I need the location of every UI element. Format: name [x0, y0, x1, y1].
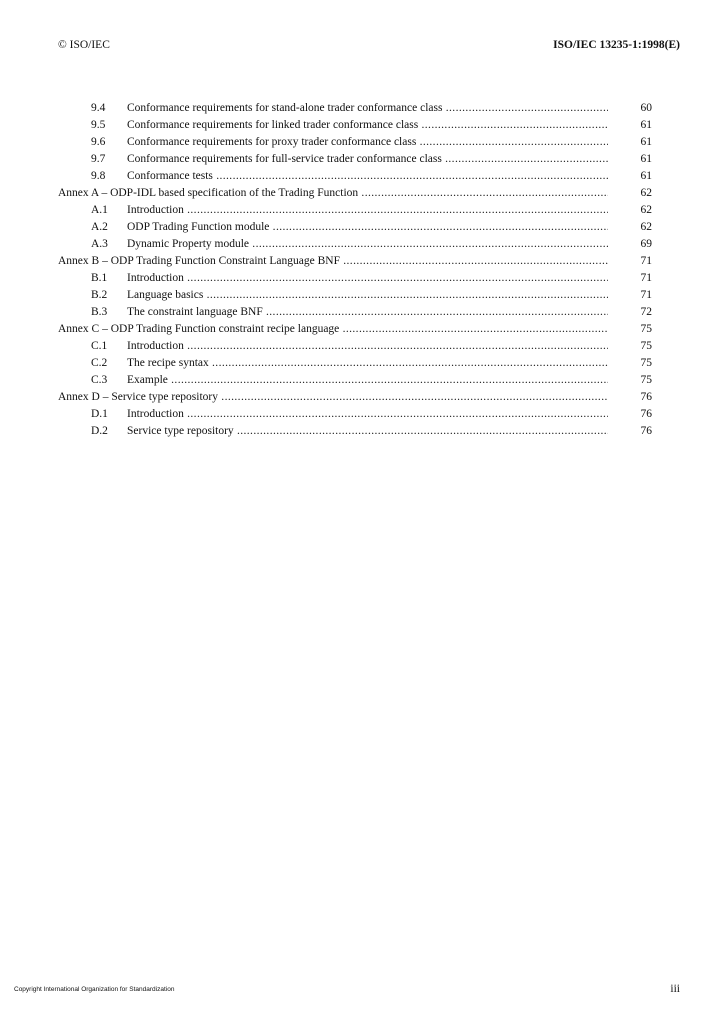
toc-entry-page: 72	[640, 306, 652, 318]
toc-entry-page: 71	[640, 289, 652, 301]
toc-entry[interactable]	[58, 219, 654, 236]
toc-entry[interactable]	[58, 287, 654, 304]
toc-entry-title	[58, 185, 608, 202]
toc-entry-page: 61	[640, 170, 652, 182]
toc-entry-title-text: The constraint language BNF	[127, 306, 263, 318]
toc-entry[interactable]	[58, 406, 654, 423]
toc-entry-title-text: ODP Trading Function module	[127, 221, 270, 233]
toc-entry-page: 71	[640, 255, 652, 267]
table-of-contents	[58, 100, 654, 440]
toc-entry-page: 75	[640, 340, 652, 352]
toc-entry[interactable]	[58, 355, 654, 372]
toc-entry-number: C.1	[91, 340, 108, 352]
toc-entry-title	[127, 423, 608, 440]
toc-entry[interactable]	[58, 134, 654, 151]
toc-entry-number: B.2	[91, 289, 108, 301]
toc-entry-title-text: Example	[127, 374, 168, 386]
toc-entry-number: B.3	[91, 306, 108, 318]
toc-entry-page: 61	[640, 136, 652, 148]
toc-annex-entry[interactable]	[58, 321, 654, 338]
toc-entry[interactable]	[58, 117, 654, 134]
toc-annex-entry[interactable]	[58, 253, 654, 270]
toc-entry-number: C.3	[91, 374, 108, 386]
toc-annex-entry[interactable]	[58, 389, 654, 406]
footer-copyright: Copyright International Organization for Standardization	[14, 986, 175, 993]
header-document-id: ISO/IEC 13235-1:1998(E)	[553, 39, 680, 51]
toc-entry-page: 75	[640, 374, 652, 386]
footer-page-number: iii	[670, 983, 680, 995]
toc-entry-title	[58, 253, 608, 270]
toc-entry-title-text: Annex A – ODP-IDL based specification of the Trading Function	[58, 187, 359, 199]
toc-entry-number: A.3	[91, 238, 108, 250]
toc-annex-entry[interactable]	[58, 185, 654, 202]
toc-entry-page: 69	[640, 238, 652, 250]
toc-entry-number: 9.5	[91, 119, 106, 131]
toc-entry-title-text: Introduction	[127, 408, 184, 420]
toc-entry-title	[127, 100, 608, 117]
toc-entry[interactable]	[58, 423, 654, 440]
toc-entry-title-text: Introduction	[127, 340, 184, 352]
toc-entry-title-text: The recipe syntax	[127, 357, 209, 369]
toc-entry-number: D.2	[91, 425, 108, 437]
toc-entry-title-text: Conformance tests	[127, 170, 213, 182]
toc-entry[interactable]	[58, 270, 654, 287]
toc-entry-number: 9.6	[91, 136, 106, 148]
toc-entry-title	[58, 321, 608, 338]
toc-entry-number: B.1	[91, 272, 108, 284]
toc-entry-title-text: Conformance requirements for full-service trader conformance class	[127, 153, 442, 165]
toc-entry-number: D.1	[91, 408, 108, 420]
toc-entry-title	[127, 355, 608, 372]
toc-entry-page: 76	[640, 391, 652, 403]
toc-entry-number: A.2	[91, 221, 108, 233]
toc-entry-page: 62	[640, 221, 652, 233]
toc-entry-page: 61	[640, 153, 652, 165]
toc-entry-number: A.1	[91, 204, 108, 216]
toc-entry-page: 71	[640, 272, 652, 284]
toc-entry-title-text: Dynamic Property module	[127, 238, 250, 250]
toc-entry[interactable]	[58, 338, 654, 355]
toc-entry-page: 76	[640, 408, 652, 420]
toc-entry-title	[58, 389, 608, 406]
toc-entry-title-text: Annex C – ODP Trading Function constraint recipe language	[58, 323, 340, 335]
toc-entry-page: 60	[640, 102, 652, 114]
toc-entry-title-text: Introduction	[127, 272, 184, 284]
toc-entry-title	[127, 372, 608, 389]
toc-entry-title-text: Conformance requirements for linked trader conformance class	[127, 119, 419, 131]
toc-entry-title-text: Annex B – ODP Trading Function Constraint Language BNF	[58, 255, 340, 267]
toc-entry-number: 9.8	[91, 170, 106, 182]
toc-entry-page: 75	[640, 357, 652, 369]
toc-entry-title-text: Annex D – Service type repository	[58, 391, 219, 403]
toc-entry[interactable]	[58, 304, 654, 321]
toc-entry-title	[127, 270, 608, 287]
toc-entry-title	[127, 134, 608, 151]
toc-entry-page: 76	[640, 425, 652, 437]
toc-entry-title	[127, 202, 608, 219]
toc-entry[interactable]	[58, 372, 654, 389]
toc-entry[interactable]	[58, 151, 654, 168]
toc-entry-title	[127, 168, 608, 185]
toc-entry-title	[127, 304, 608, 321]
toc-entry-number: 9.4	[91, 102, 106, 114]
toc-entry-number: 9.7	[91, 153, 106, 165]
toc-entry-title	[127, 406, 608, 423]
header-copyright: © ISO/IEC	[58, 39, 110, 51]
toc-entry-title	[127, 287, 608, 304]
toc-entry-title	[127, 236, 608, 253]
toc-entry-title-text: Service type repository	[127, 425, 234, 437]
toc-entry-page: 61	[640, 119, 652, 131]
toc-entry[interactable]	[58, 100, 654, 117]
toc-entry-title	[127, 219, 608, 236]
toc-entry-title-text: Conformance requirements for proxy trader conformance class	[127, 136, 417, 148]
toc-entry-number: C.2	[91, 357, 108, 369]
toc-entry-page: 75	[640, 323, 652, 335]
toc-entry-title	[127, 117, 608, 134]
toc-entry[interactable]	[58, 168, 654, 185]
toc-entry-title-text: Introduction	[127, 204, 184, 216]
toc-entry-title-text: Conformance requirements for stand-alone trader conformance class	[127, 102, 443, 114]
toc-entry-title-text: Language basics	[127, 289, 204, 301]
toc-entry-page: 62	[640, 204, 652, 216]
toc-entry[interactable]	[58, 202, 654, 219]
toc-entry-title	[127, 151, 608, 168]
toc-entry-title	[127, 338, 608, 355]
toc-entry-page: 62	[640, 187, 652, 199]
toc-entry[interactable]	[58, 236, 654, 253]
